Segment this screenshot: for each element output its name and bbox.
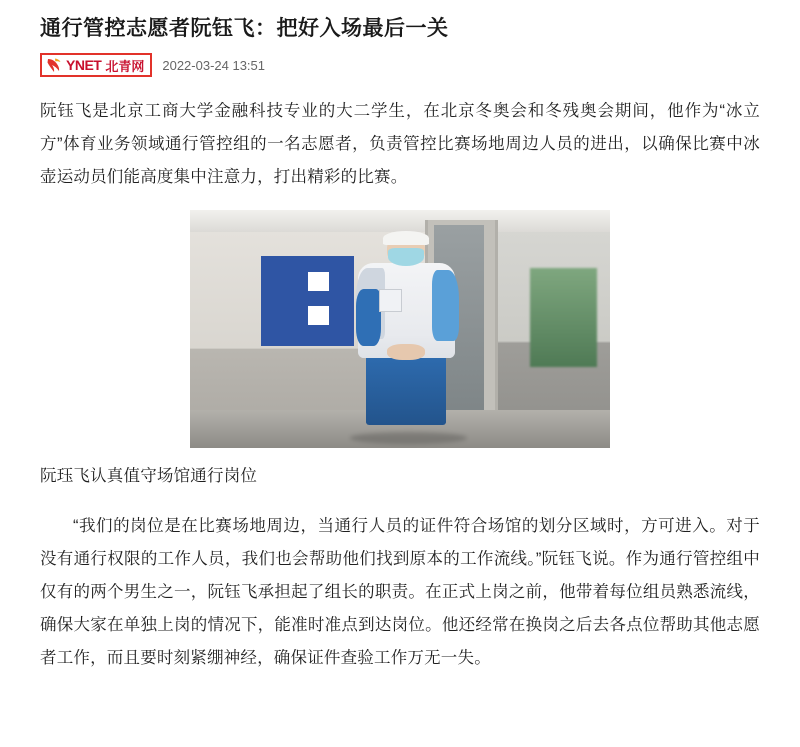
page-title: 通行管控志愿者阮钰飞：把好入场最后一关	[40, 17, 449, 40]
photo-person-left-arm	[356, 289, 381, 346]
figure-caption: 阮珏飞认真值守场馆通行岗位	[40, 467, 258, 486]
article-photo	[190, 210, 610, 448]
source-logo-cn: 北青网	[105, 58, 145, 74]
photo-poster-square-top	[308, 272, 329, 291]
ynet-bird-icon	[46, 56, 62, 74]
article-paragraph: “我们的岗位是在比赛场地周边，当通行人员的证件符合场馆的划分区域时，方可进入。对于没有通行权限的工作人员，我们也会帮助他们找到原本的工作流线。”阮钰飞说。作为通行管控组中仅有的两个男生之一，阮钰飞承担起了组长的职责。在正式上岗之前，他带着每位组员熟悉流线，确保大家在单独上岗的情况下，能准时准点到达岗位。他还经常在换岗之后去各点位帮助其他志愿者工作，而且要时刻紧绷神经，确保证件查验工作万无一失。	[40, 517, 760, 668]
article-figure	[40, 210, 760, 448]
photo-poster-square-bottom	[308, 306, 329, 325]
source-logo-en: YNET	[66, 57, 102, 74]
photo-background-green	[530, 268, 597, 368]
photo-blue-poster	[261, 256, 353, 346]
photo-person-cap	[383, 231, 429, 245]
photo-ceiling	[190, 210, 610, 231]
photo-person-right-arm	[432, 270, 459, 341]
photo-person-hands	[387, 344, 425, 361]
photo-person-accreditation	[379, 289, 402, 312]
article-paragraph: 阮钰飞是北京工商大学金融科技专业的大二学生，在北京冬奥会和冬残奥会期间，他作为“冰立方”体育业务领域通行管控组的一名志愿者，负责管控比赛场地周边人员的进出，以确保比赛中冰壶运动员们能高度集中注意力，打出精彩的比赛。	[40, 102, 760, 187]
publish-timestamp: 2022-03-24 13:51	[162, 57, 266, 73]
photo-shadow	[350, 432, 468, 444]
article-meta	[40, 53, 760, 77]
photo-person-legs	[366, 353, 446, 424]
source-badge[interactable]	[40, 53, 152, 77]
